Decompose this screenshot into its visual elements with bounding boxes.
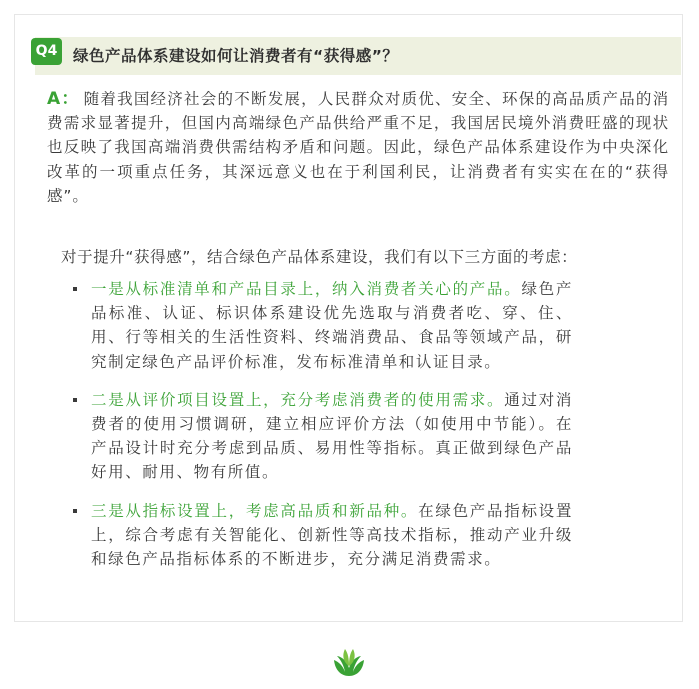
list-item [73, 388, 573, 485]
green-leaves-hands-logo-icon [331, 646, 367, 680]
list-item [73, 277, 573, 374]
answer-label: A： [47, 89, 80, 109]
bullet-icon [73, 509, 77, 513]
considerations-list [73, 277, 573, 585]
content-card [14, 14, 683, 622]
answer-paragraph [47, 87, 669, 208]
list-item [73, 499, 573, 572]
question-badge: Q4 [31, 38, 62, 65]
point-body: 绿色产品标准、认证、标识体系建设优先选取与消费者吃、穿、住、用、行等相关的生活性资料、终端消费品、食品等领域产品，研究制定绿色产品评价标准，发布标准清单和认证目录。 [91, 280, 573, 371]
point-heading: 二是从评价项目设置上，充分考虑消费者的使用需求。 [91, 390, 505, 409]
point-heading: 一是从标准清单和产品目录上，纳入消费者关心的产品。 [91, 280, 522, 298]
question-bar [35, 37, 681, 75]
answer-text: 随着我国经济社会的不断发展，人民群众对质优、安全、环保的高品质产品的消费需求显著提升，但国内高端绿色产品供给严重不足，我国居民境外消费旺盛的现状也反映了我国高端消费供需结构矛盾和问题。因此，绿色产品体系建设作为中央深化改革的一项重点任务，其深远意义也在于利国利民，让消费者有实实在在的“获得感”。 [47, 90, 669, 205]
question-title: 绿色产品体系建设如何让消费者有“获得感”？ [73, 47, 399, 65]
point-heading: 三是从指标设置上，考虑高品质和新品种。 [91, 501, 419, 520]
bullet-icon [73, 287, 77, 291]
point-body: 通过对消费者的使用习惯调研，建立相应评价方法（如使用中节能）。在产品设计时充分考虑到品质、易用性等指标。真正做到绿色产品好用、耐用、物有所值。 [91, 390, 574, 482]
intro-text: 对于提升“获得感”，结合绿色产品体系建设，我们有以下三方面的考虑： [61, 248, 578, 266]
bullet-icon [73, 398, 77, 402]
point-body: 在绿色产品指标设置上，综合考虑有关智能化、创新性等高技术指标，推动产业升级和绿色产品指标体系的不断进步，充分满足消费需求。 [91, 501, 574, 569]
